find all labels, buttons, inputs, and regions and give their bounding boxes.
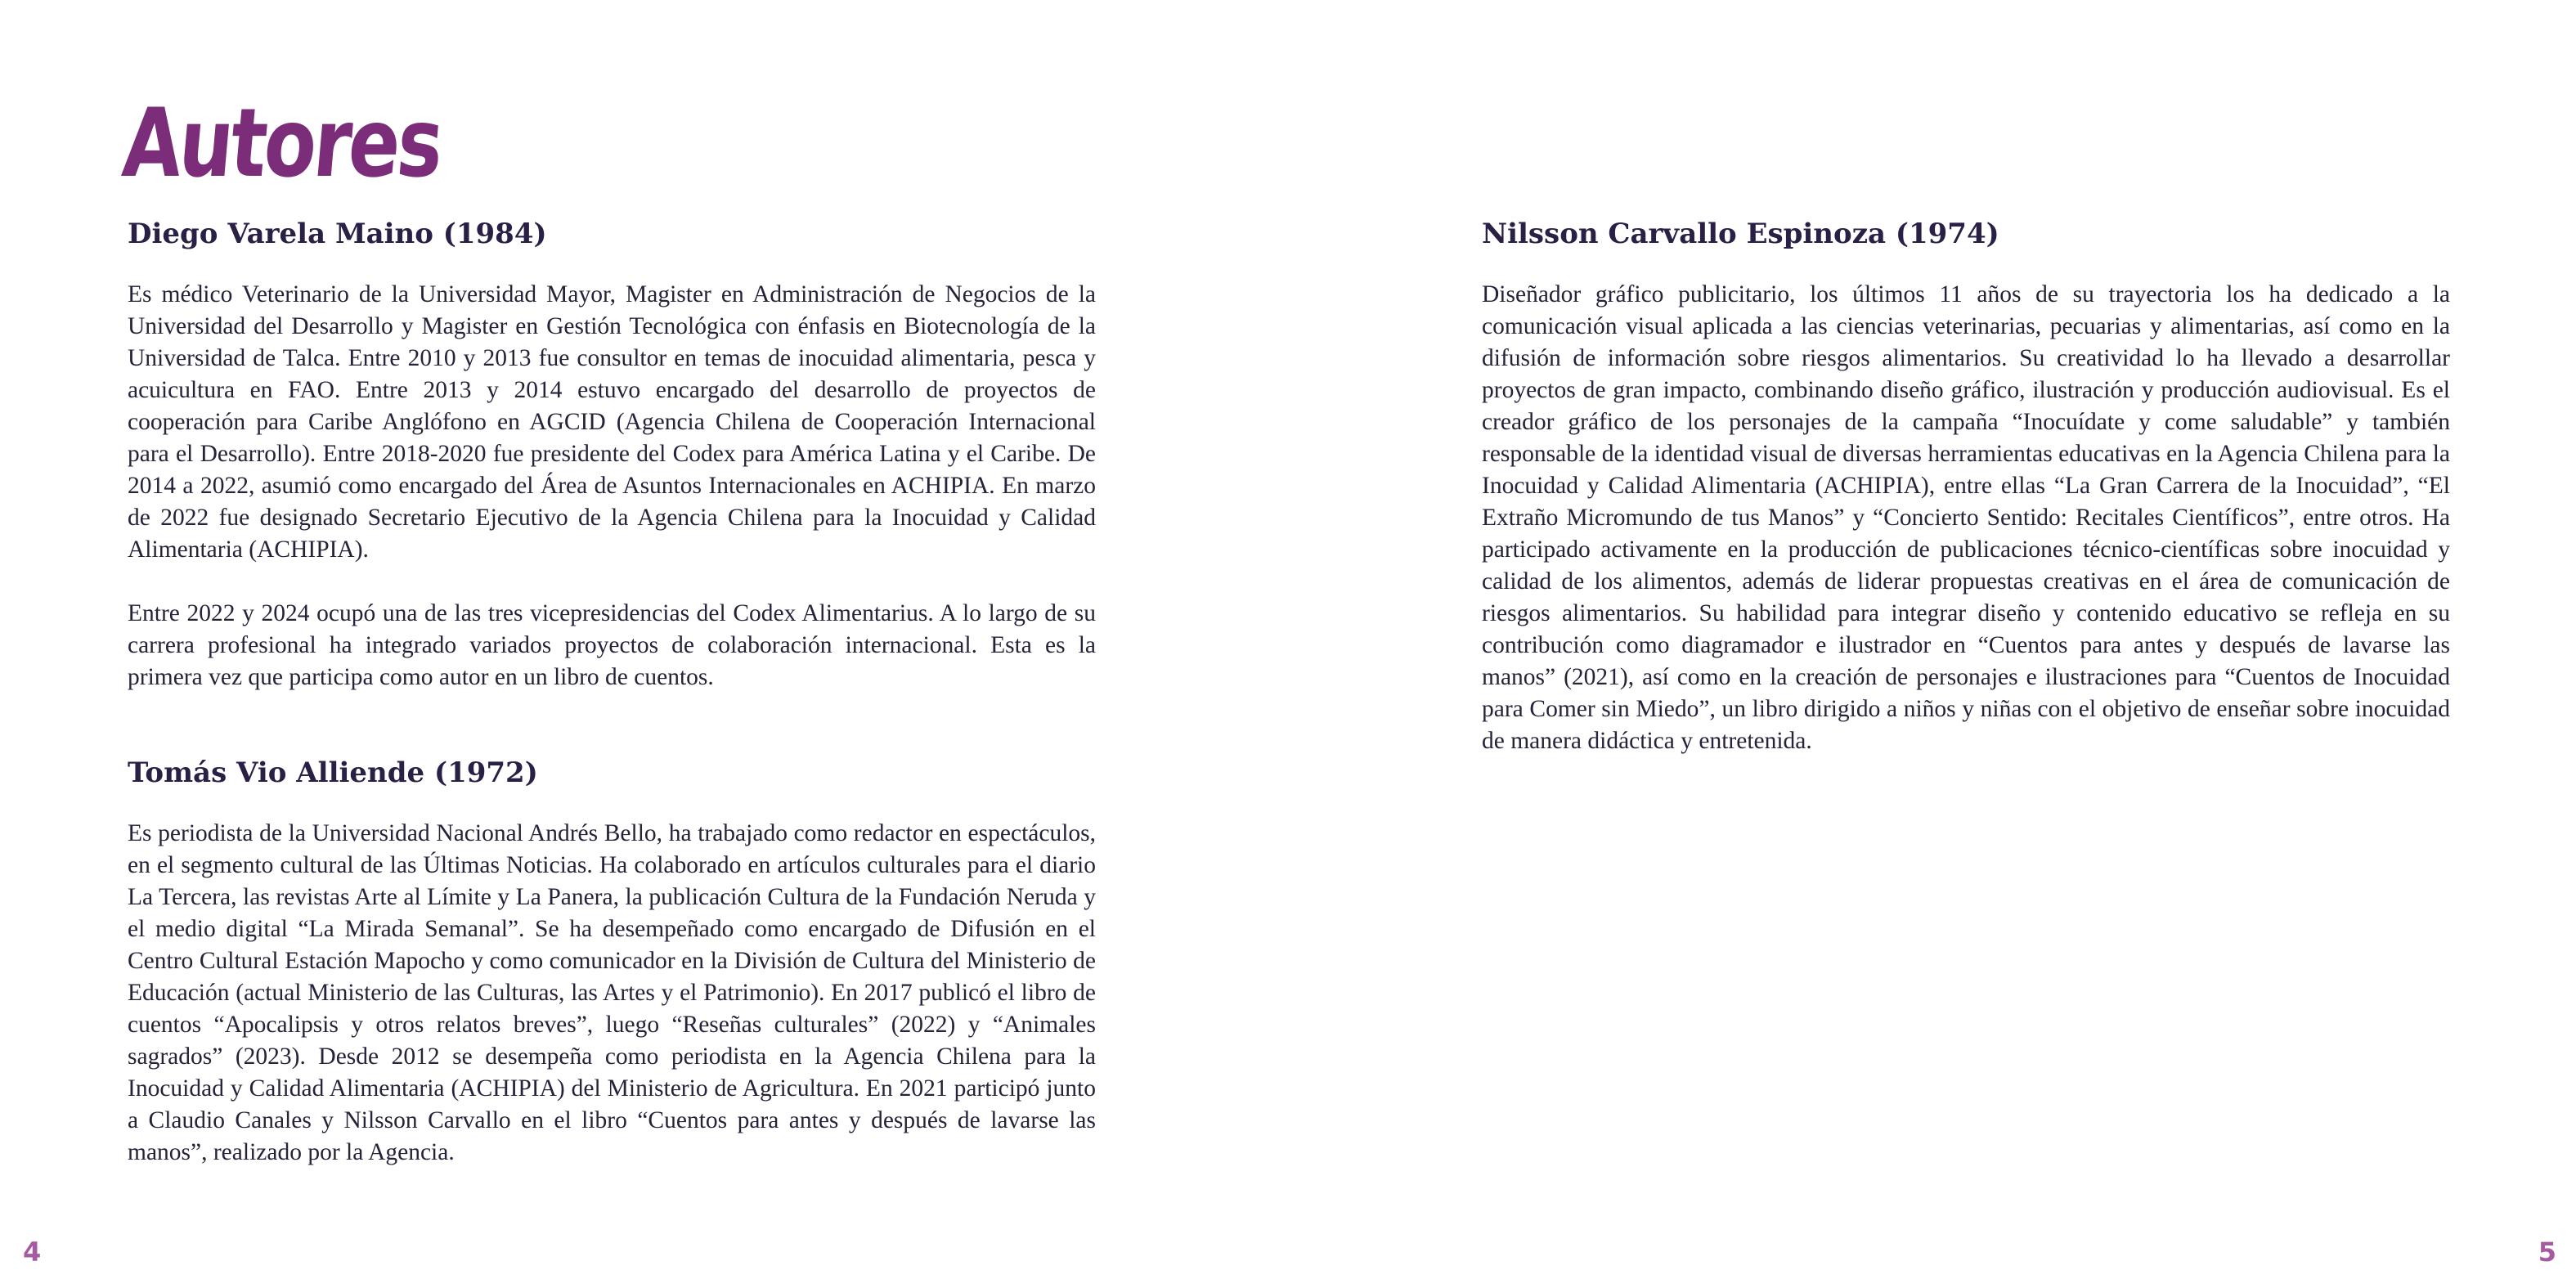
page-number-left: 4 xyxy=(23,1236,42,1268)
author-section-nilsson-carvallo xyxy=(1482,215,2450,757)
author-section-diego-varela xyxy=(128,215,1096,693)
author-bio-paragraph: Es médico Veterinario de la Universidad Mayor, Magister en Administración de Negocios de la Universidad del Desarrollo y Magister en Gestión Tecnológica con énfasis en Biotecnología de la Universidad de Talca. Entre 2010 y 2013 fue consultor en temas de inocuidad alimentaria, pesca y acuicultura en FAO. Entre 2013 y 2014 estuvo encargado del desarrollo de proyectos de cooperación para Caribe Anglófono en AGCID (Agencia Chilena de Cooperación Internacional para el Desarrollo). Entre 2018-2020 fue presidente del Codex para América Latina y el Caribe. De 2014 a 2022, asumió como encargado del Área de Asuntos Internacionales en ACHIPIA. En marzo de 2022 fue designado Secretario Ejecutivo de la Agencia Chilena para la Inocuidad y Calidad Alimentaria (ACHIPIA). xyxy=(128,281,1096,563)
author-name: Nilsson Carvallo Espinoza (1974) xyxy=(1482,218,1999,250)
page-title: Autores xyxy=(119,88,446,199)
author-section-tomas-vio xyxy=(128,754,1096,1169)
author-name: Diego Varela Maino (1984) xyxy=(128,218,547,250)
author-bio-paragraph: Es periodista de la Universidad Nacional Andrés Bello, ha trabajado como redactor en espectáculos, en el segmento cultural de las Últimas Noticias. Ha colaborado en artículos culturales para el diario La Tercera, las revistas Arte al Límite y La Panera, la publicación Cultura de la Fundación Neruda y el medio digital “La Mirada Semanal”. Se ha desempeñado como encargado de Difusión en el Centro Cultural Estación Mapocho y como comunicador en la División de Cultura del Ministerio de Educación (actual Ministerio de las Culturas, las Artes y el Patrimonio). En 2017 publicó el libro de cuentos “Apocalipsis y otros relatos breves”, luego “Reseñas culturales” (2022) y “Animales sagrados” (2023). Desde 2012 se desempeña como periodista en la Agencia Chilena para la Inocuidad y Calidad Alimentaria (ACHIPIA) del Ministerio de Agricultura. En 2021 participó junto a Claudio Canales y Nilsson Carvallo en el libro “Cuentos para antes y después de lavarse las manos”, realizado por la Agencia. xyxy=(128,820,1096,1165)
author-bio-paragraph: Entre 2022 y 2024 ocupó una de las tres vicepresidencias del Codex Alimentarius. A lo largo de su carrera profesional ha integrado variados proyectos de colaboración internacional. Esta es la primera vez que participa como autor en un libro de cuentos. xyxy=(128,600,1096,690)
author-bio-paragraph: Diseñador gráfico publicitario, los últimos 11 años de su trayectoria los ha dedicado a la comunicación visual aplicada a las ciencias veterinarias, pecuarias y alimentarias, así como en la difusión de información sobre riesgos alimentarios. Su creatividad lo ha llevado a desarrollar proyectos de gran impacto, combinando diseño gráfico, ilustración y producción audiovisual. Es el creador gráfico de los personajes de la campaña “Inocuídate y come saludable” y también responsable de la identidad visual de diversas herramientas educativas en la Agencia Chilena para la Inocuidad y Calidad Alimentaria (ACHIPIA), entre ellas “La Gran Carrera de la Inocuidad”, “El Extraño Micromundo de tus Manos” y “Concierto Sentido: Recitales Científicos”, entre otros. Ha participado activamente en la producción de publicaciones técnico-científicas sobre inocuidad y calidad de los alimentos, además de liderar propuestas creativas en el área de comunicación de riesgos alimentarios. Su habilidad para integrar diseño y contenido educativo se refleja en su contribución como diagramador e ilustrador en “Cuentos para antes y después de lavarse las manos” (2021), así como en la creación de personajes e ilustraciones para “Cuentos de Inocuidad para Comer sin Miedo”, un libro dirigido a niños y niñas con el objetivo de enseñar sobre inocuidad de manera didáctica y entretenida. xyxy=(1482,281,2450,754)
author-name: Tomás Vio Alliende (1972) xyxy=(128,756,538,789)
page-number-right: 5 xyxy=(2538,1236,2556,1268)
